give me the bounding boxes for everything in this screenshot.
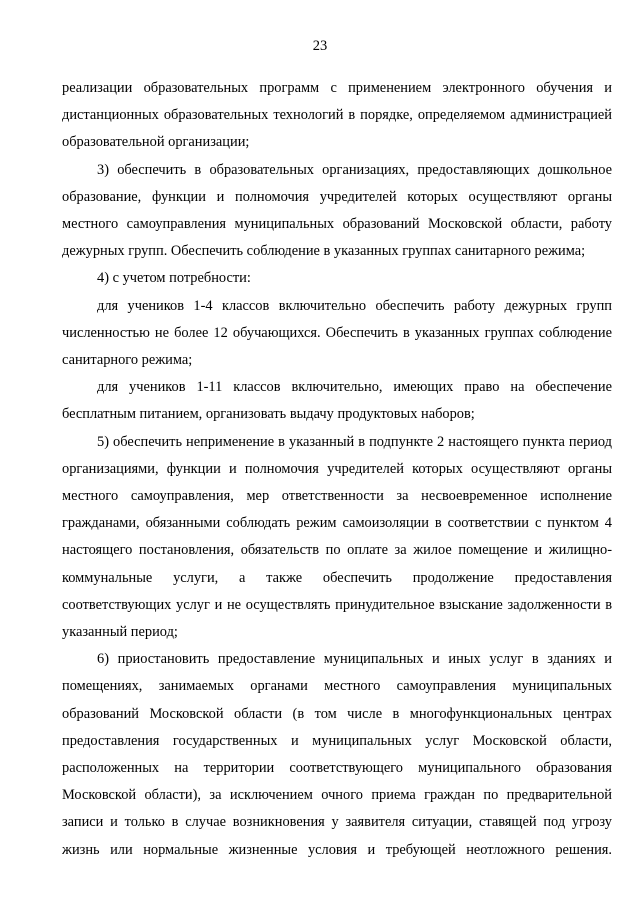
paragraph-item-4-sub-2: для учеников 1-11 классов включительно, имеющих право на обеспечение бесплатным питанием, организовать выдачу продуктовых наборов; [62, 379, 612, 423]
paragraph-item-4-sub-1: для учеников 1-4 классов включительно обеспечить работу дежурных групп численностью не более 12 обучающихся. Обеспечить в указанных группах соблюдение санитарного режима; [62, 297, 612, 369]
paragraph-item-6: 6) приостановить предоставление муниципальных и иных услуг в зданиях и помещениях, занимаемых органами местного самоуправления муниципальных образований Московской области (в том числе в многофункциональных центрах предоставления государственных и муниципальных услуг Московской области, расположенных на территории соответствующего муниципального образования Московской области), за исключением очного приема граждан по предварительной записи и только в случае возникновения у заявителя ситуации, ставящей под угрозу жизнь или нормальные жизненные условия и требующей неотложного решения. [62, 651, 612, 858]
page-number: 23 [312, 38, 328, 54]
paragraph-continuation: реализации образовательных программ с применением электронного обучения и дистанционных образовательных технологий в порядке, определяемом администрацией образовательной организации; [62, 80, 612, 151]
paragraph-item-3: 3) обеспечить в образовательных организациях, предоставляющих дошкольное образование, функции и полномочия учредителей которых осуществляют органы местного самоуправления муниципальных образований Московской области, работу дежурных групп. Обеспечить соблюдение в указанных группах санитарного режима; [62, 161, 612, 260]
paragraph-item-5: 5) обеспечить неприменение в указанный в подпункте 2 настоящего пункта период организациями, функции и полномочия учредителей которых осуществляют органы местного самоуправления, мер ответственности за несвоевременное исполнение гражданами, обязанными соблюдать режим самоизоляции в соответствии с пунктом 4 настоящего постановления, обязательств по оплате за жилое помещение и жилищно-коммунальные услуги, а также обеспечить продолжение предоставления соответствующих услуг и не осуществлять принудительное взыскание задолженности в указанный период; [62, 433, 612, 641]
document-body [62, 75, 612, 864]
paragraph-item-4: 4) с учетом потребности: [97, 270, 251, 287]
